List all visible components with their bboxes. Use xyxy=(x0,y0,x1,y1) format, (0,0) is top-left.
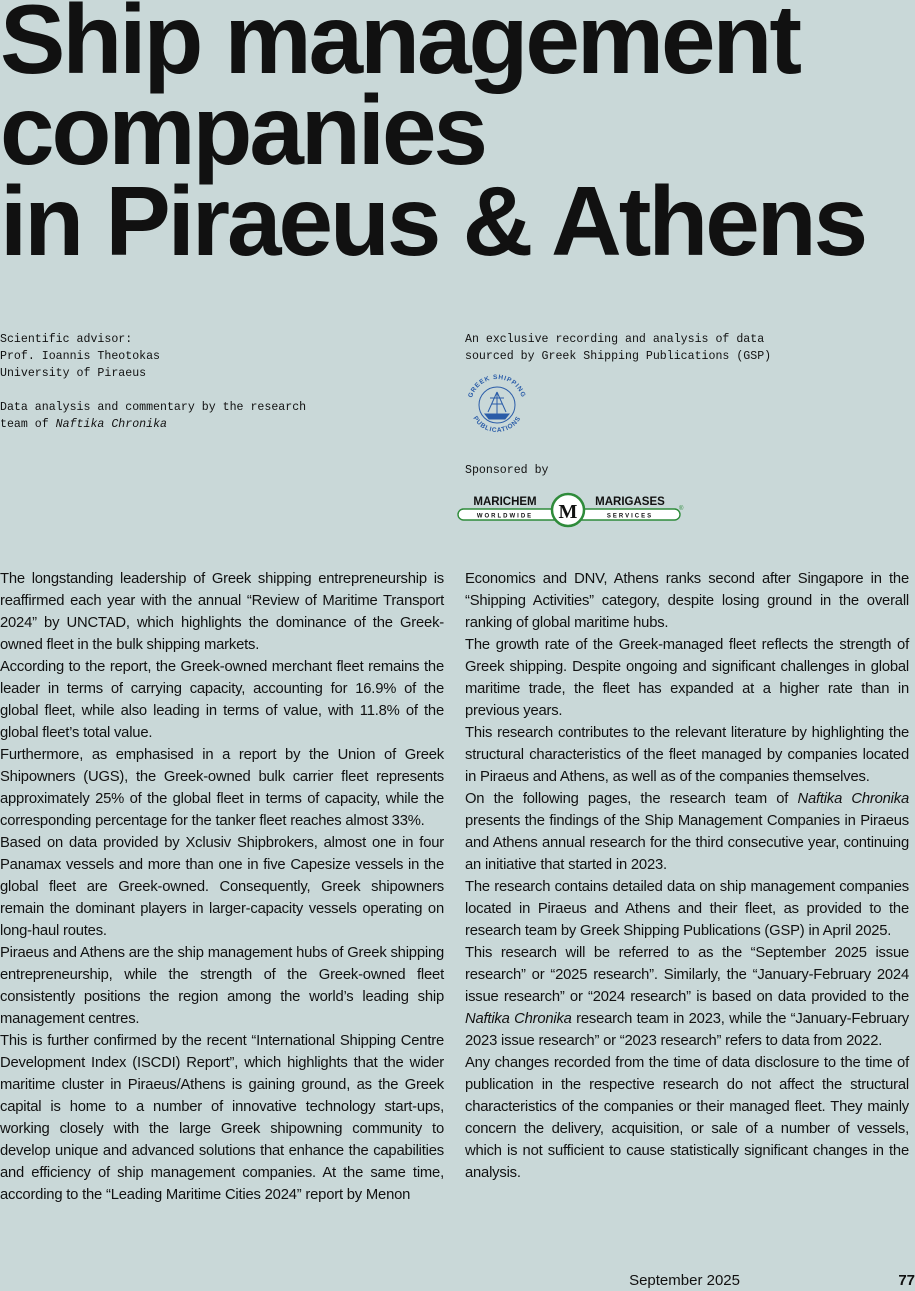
advisor-name: Prof. Ioannis Theotokas xyxy=(0,350,161,363)
svg-text:PUBLICATIONS: PUBLICATIONS xyxy=(471,415,523,435)
page-title xyxy=(0,0,915,276)
body-paragraph: Piraeus and Athens are the ship management hubs of Greek shipping entrepreneurship, while the strength of the Greek-owned fleet consistently positions the region among the world’s leading ship management centres. xyxy=(0,945,444,1027)
advisor-affiliation: University of Piraeus xyxy=(0,367,147,380)
services-text: SERVICES xyxy=(606,513,654,520)
sponsor-logo xyxy=(455,488,685,532)
ship-icon xyxy=(485,392,509,419)
analysis-line-2: team of Naftika Chronika xyxy=(0,418,167,431)
body-paragraph: Based on data provided by Xclusiv Shipbrokers, almost one in four Panamax vessels and more than one in five Capesize vessels in the global fleet are Greek-owned. Consequently, Greek shipowners remain the dominant players in larger-capacity vessels operating on long-haul routes. xyxy=(0,835,444,939)
naftika-chronika-italic: Naftika Chronika xyxy=(55,418,167,431)
svg-text:GREEK SHIPPING: GREEK SHIPPING xyxy=(467,373,527,399)
body-paragraph: This research will be referred to as the “September 2025 issue research” or “2025 research”. Similarly, the “January-February 2024 issue research” or “2024 research” is based on data provided to the Naftika Chronika research team in 2023, while the “January-February 2023 issue research” or “2023 research” refers to data from 2022. xyxy=(465,945,909,1049)
m-monogram: M xyxy=(558,501,578,523)
naftika-chronika-italic: Naftika Chronika xyxy=(797,791,909,807)
body-paragraph: The longstanding leadership of Greek shipping entrepreneurship is reaffirmed each year with the annual “Review of Maritime Transport 2024” by UNCTAD, which highlights the dominance of the Greek-owned fleet in the bulk shipping markets. xyxy=(0,571,444,653)
issue-date: September 2025 xyxy=(629,1272,740,1289)
body-paragraph: Economics and DNV, Athens ranks second after Singapore in the “Shipping Activities” category, despite losing ground in the overall ranking of global maritime hubs. xyxy=(465,571,909,631)
body-paragraph: The growth rate of the Greek-managed fleet reflects the strength of Greek shipping. Despite ongoing and significant challenges in global maritime trade, the fleet has expanded at a higher rate than in previous years. xyxy=(465,637,909,719)
gsp-credit xyxy=(465,331,905,365)
body-column-right xyxy=(465,568,909,1184)
body-paragraph: This research contributes to the relevant literature by highlighting the structural characteristics of the fleet managed by companies located in Piraeus and Athens, as well as of the companies themselves. xyxy=(465,725,909,785)
body-paragraph: Any changes recorded from the time of data disclosure to the time of publication in the respective research do not affect the structural characteristics of the companies or their managed fleet. They mainly concern the delivery, acquisition, or sale of a number of vessels, which is not sufficient to cause statistically significant changes in the analysis. xyxy=(465,1055,909,1181)
registered-mark: ® xyxy=(679,506,684,512)
body-paragraph: According to the report, the Greek-owned merchant fleet remains the leader in terms of carrying capacity, accounting for 16.9% of the global fleet, while also leading in terms of value, with 11.8% of the global fleet’s total value. xyxy=(0,659,444,741)
worldwide-text: WORLDWIDE xyxy=(476,513,534,520)
naftika-chronika-italic: Naftika Chronika xyxy=(465,1011,572,1027)
gsp-line-1: An exclusive recording and analysis of data xyxy=(465,333,765,346)
marichem-text: MARICHEM xyxy=(473,496,537,508)
body-paragraph: The research contains detailed data on ship management companies located in Piraeus and Athens and their fleet, as provided to the research team by Greek Shipping Publications (GSP) in April 2025. xyxy=(465,879,909,939)
gsp-logo xyxy=(462,370,532,440)
sponsor-label: Sponsored by xyxy=(465,464,549,477)
body-column-left xyxy=(0,568,444,1206)
body-paragraph: On the following pages, the research team of Naftika Chronika presents the findings of the Ship Management Companies in Piraeus and Athens annual research for the third consecutive year, continuing an initiative that started in 2023. xyxy=(465,791,909,873)
title-line-3: in Piraeus & Athens xyxy=(0,166,866,276)
gsp-line-2: sourced by Greek Shipping Publications (GSP) xyxy=(465,350,772,363)
page-number: 77 xyxy=(898,1272,915,1289)
body-paragraph: Furthermore, as emphasised in a report by the Union of Greek Shipowners (UGS), the Greek-owned bulk carrier fleet represents approximately 25% of the global fleet in terms of capacity, while the corresponding percentage for the tanker fleet reaches almost 33%. xyxy=(0,747,444,829)
body-paragraph: This is further confirmed by the recent “International Shipping Centre Development Index (ISCDI) Report”, which highlights that the wider maritime cluster in Piraeus/Athens is gaining ground, as the Greek capital is home to a number of innovative technology start-ups, working closely with the large Greek shipowning community to develop unique and advanced solutions that enhance the capabilities and efficiency of ship management companies. At the same time, according to the “Leading Maritime Cities 2024” report by Menon xyxy=(0,1033,444,1203)
advisor-label: Scientific advisor: xyxy=(0,333,133,346)
title-line-1: Ship management xyxy=(0,0,800,94)
marigases-text: MARIGASES xyxy=(595,496,665,508)
title-line-2: companies xyxy=(0,75,485,185)
analysis-line-1: Data analysis and commentary by the research xyxy=(0,401,307,414)
credits-block xyxy=(0,331,430,433)
